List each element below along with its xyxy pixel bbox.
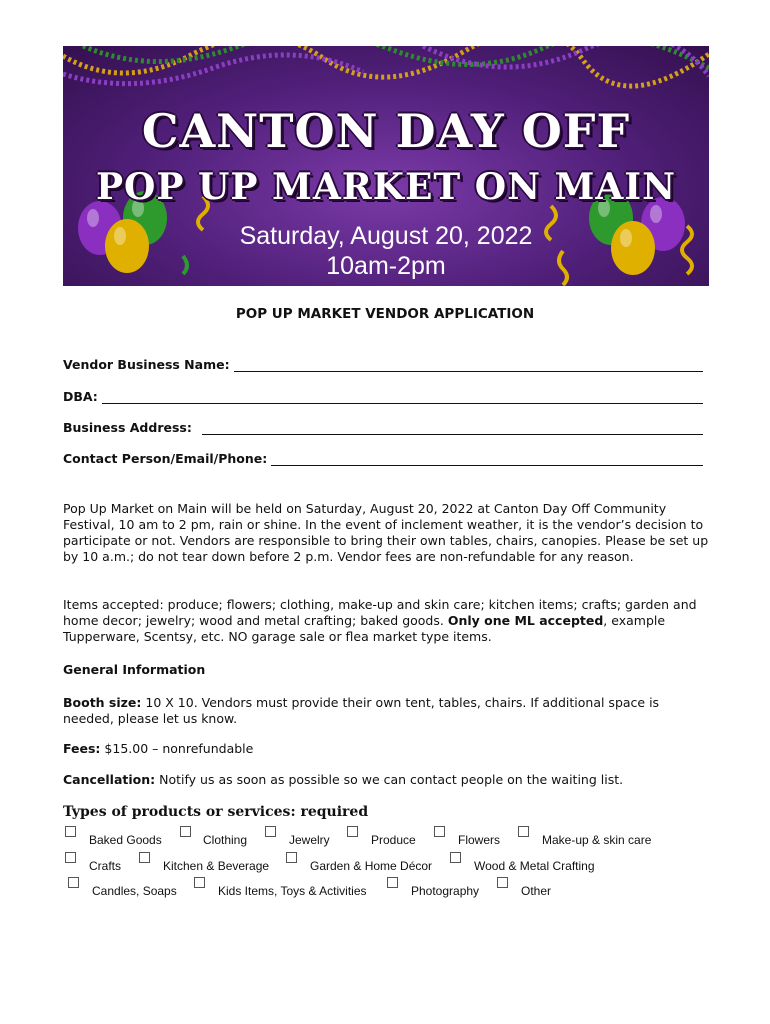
checkbox-kitchen-beverage[interactable] bbox=[139, 852, 150, 863]
business-address-line[interactable] bbox=[202, 422, 703, 435]
business-address-field[interactable] bbox=[63, 420, 703, 435]
option-label: Clothing bbox=[203, 833, 248, 847]
checkbox-jewelry[interactable] bbox=[265, 826, 276, 837]
checkbox-other[interactable] bbox=[497, 877, 508, 888]
option-label: Crafts bbox=[89, 859, 122, 873]
checkbox-photography[interactable] bbox=[387, 877, 398, 888]
banner-subtitle: POP UP MARKET ON MAIN bbox=[95, 166, 677, 208]
fees-paragraph bbox=[63, 741, 713, 757]
banner-date-time bbox=[63, 221, 709, 281]
form-title: POP UP MARKET VENDOR APPLICATION bbox=[235, 306, 535, 322]
checkbox-produce[interactable] bbox=[347, 826, 358, 837]
dba-field[interactable] bbox=[63, 389, 703, 404]
option-label: Kids Items, Toys & Activities bbox=[218, 884, 367, 898]
booth-size-paragraph bbox=[63, 695, 713, 727]
types-heading: Types of products or services: required bbox=[63, 804, 369, 820]
contact-line[interactable] bbox=[271, 453, 703, 466]
field-label: Vendor Business Name: bbox=[63, 357, 230, 372]
option-label: Jewelry bbox=[289, 833, 330, 847]
option-label: Garden & Home Décor bbox=[310, 859, 433, 873]
cancellation-label: Cancellation: bbox=[63, 772, 156, 787]
contact-field[interactable] bbox=[63, 451, 703, 466]
option-label: Candles, Soaps bbox=[92, 884, 177, 898]
option-label: Baked Goods bbox=[89, 833, 162, 847]
option-label: Photography bbox=[411, 884, 480, 898]
checkbox-baked-goods[interactable] bbox=[65, 826, 76, 837]
items-bold: Only one ML accepted bbox=[447, 613, 604, 628]
banner-date: Saturday, August 20, 2022 bbox=[239, 222, 533, 250]
checkbox-candles-soaps[interactable] bbox=[68, 877, 79, 888]
booth-text: 10 X 10. Vendors must provide their own tent, tables, chairs. If additional space is needed, please let us know. bbox=[63, 695, 660, 726]
checkbox-garden-home-decor[interactable] bbox=[286, 852, 297, 863]
checkbox-makeup-skin-care[interactable] bbox=[518, 826, 529, 837]
option-label: Other bbox=[521, 884, 552, 898]
booth-label: Booth size: bbox=[63, 695, 142, 710]
vendor-business-name-field[interactable] bbox=[63, 357, 703, 372]
dba-line[interactable] bbox=[102, 391, 703, 404]
option-label: Produce bbox=[371, 833, 416, 847]
cancellation-text: Notify us as soon as possible so we can contact people on the waiting list. bbox=[155, 772, 624, 787]
banner-title: CANTON DAY OFF bbox=[141, 104, 631, 158]
checkbox-clothing[interactable] bbox=[180, 826, 191, 837]
intro-paragraph: Pop Up Market on Main will be held on Saturday, August 20, 2022 at Canton Day Off Community Festival, 10 am to 2 pm, rain or shine. In the event of inclement weather, it is the vendor’s decision to participate or not. Vendors are responsible to bring their own tables, chairs, canopies. Please be set up by 10 a.m.; do not tear down before 2 p.m. Vendor fees are non-refundable for any reason. bbox=[63, 501, 709, 564]
items-accepted-paragraph bbox=[63, 597, 713, 645]
banner-time: 10am-2pm bbox=[326, 252, 446, 280]
option-label: Kitchen & Beverage bbox=[163, 859, 270, 873]
field-label: Contact Person/Email/Phone: bbox=[63, 451, 268, 466]
field-label: Business Address: bbox=[63, 420, 192, 435]
cancellation-paragraph bbox=[63, 772, 713, 788]
checkbox-wood-metal-crafting[interactable] bbox=[450, 852, 461, 863]
event-banner bbox=[63, 46, 709, 286]
option-label: Wood & Metal Crafting bbox=[474, 859, 595, 873]
option-label: Make-up & skin care bbox=[542, 833, 652, 847]
items-text: Items accepted: produce; flowers; clothing, make-up and skin care; kitchen items; crafts; garden and home decor; jewelry; wood and metal crafting; baked goods. bbox=[63, 597, 697, 628]
option-label: Flowers bbox=[458, 833, 501, 847]
checkbox-crafts[interactable] bbox=[65, 852, 76, 863]
checkbox-kids-items[interactable] bbox=[194, 877, 205, 888]
vendor-business-name-line[interactable] bbox=[234, 359, 703, 372]
items-tail: , example Tupperware, Scentsy, etc. NO garage sale or flea market type items. bbox=[63, 613, 666, 644]
checkbox-flowers[interactable] bbox=[434, 826, 445, 837]
fees-text: $15.00 – nonrefundable bbox=[100, 741, 254, 756]
field-label: DBA: bbox=[63, 389, 98, 404]
general-information-heading: General Information bbox=[63, 662, 206, 677]
fees-label: Fees: bbox=[63, 741, 101, 756]
